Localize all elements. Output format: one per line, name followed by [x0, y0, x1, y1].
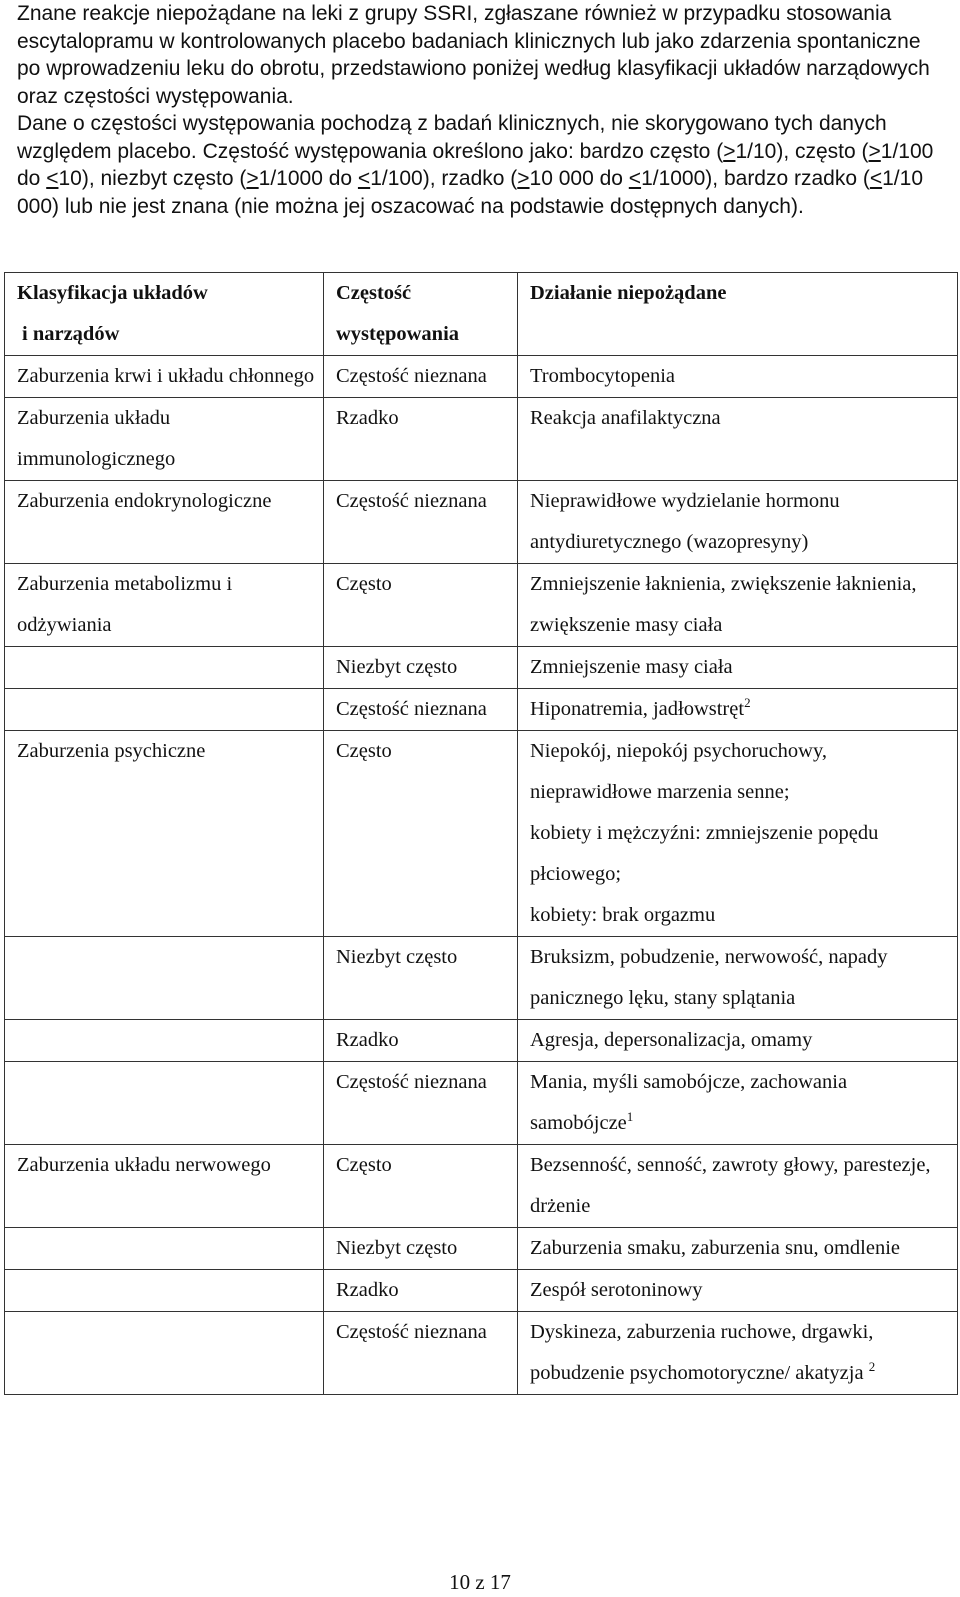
system-cell: Zaburzenia układu nerwowego [5, 1145, 324, 1228]
reaction-cell: Zaburzenia smaku, zaburzenia snu, omdlenie [518, 1228, 958, 1270]
reaction-cell: Bezsenność, senność, zawroty głowy, parestezje, drżenie [518, 1145, 958, 1228]
table-row [5, 1062, 958, 1145]
system-cell: Zaburzenia psychiczne [5, 731, 324, 937]
table-row [5, 398, 958, 481]
reaction-cell: Zmniejszenie masy ciała [518, 647, 958, 689]
footnote-ref: 2 [868, 1359, 876, 1374]
intro-text [17, 0, 942, 220]
intro-paragraph-2: Dane o częstości występowania pochodzą z badań klinicznych, nie skorygowano tych danych względem placebo. Częstość występowania określono jako: bardzo często (>1/10), często (>1/100 do <10), niezbyt często (>1/1000 do <1/100), rzadko (>10 000 do <1/1000), bardzo rzadko (<1/10 000) lub nie jest znana (nie można jej oszacować na podstawie dostępnych danych). [17, 112, 934, 218]
system-cell-continued [5, 1062, 324, 1145]
table-row [5, 564, 958, 647]
table-row [5, 937, 958, 1020]
reaction-cell: Agresja, depersonalizacja, omamy [518, 1020, 958, 1062]
table-row [5, 1270, 958, 1312]
system-cell-continued [5, 937, 324, 1020]
footnote-ref: 2 [744, 695, 751, 710]
system-cell-continued [5, 1228, 324, 1270]
frequency-cell: Często [324, 1145, 518, 1228]
table-row [5, 1145, 958, 1228]
frequency-cell: Niezbyt często [324, 1228, 518, 1270]
reaction-cell: Reakcja anafilaktyczna [518, 398, 958, 481]
system-cell-continued [5, 689, 324, 731]
table-row [5, 1020, 958, 1062]
system-cell-continued [5, 647, 324, 689]
header-frequency: Częstość występowania [324, 273, 518, 356]
frequency-cell: Często [324, 564, 518, 647]
reaction-cell [518, 731, 958, 937]
reaction-cell: Nieprawidłowe wydzielanie hormonu antydiuretycznego (wazopresyny) [518, 481, 958, 564]
reaction-cell: Trombocytopenia [518, 356, 958, 398]
reaction-line: kobiety i mężczyźni: zmniejszenie popędu płciowego; [530, 822, 879, 885]
frequency-cell: Częstość nieznana [324, 356, 518, 398]
system-cell: Zaburzenia krwi i układu chłonnego [5, 356, 324, 398]
frequency-cell: Częstość nieznana [324, 1312, 518, 1395]
table-row [5, 356, 958, 398]
reaction-cell: Zespół serotoninowy [518, 1270, 958, 1312]
reaction-cell: Bruksizm, pobudzenie, nerwowość, napady panicznego lęku, stany splątania [518, 937, 958, 1020]
system-cell: Zaburzenia endokrynologiczne [5, 481, 324, 564]
frequency-cell: Częstość nieznana [324, 1062, 518, 1145]
frequency-cell: Częstość nieznana [324, 481, 518, 564]
table-row [5, 481, 958, 564]
table-row [5, 1312, 958, 1395]
adverse-reactions-table [4, 272, 958, 1395]
system-cell-continued [5, 1020, 324, 1062]
system-cell-continued [5, 1270, 324, 1312]
reaction-cell: Hiponatremia, jadłowstręt$^2$ [518, 689, 958, 731]
table-header-row [5, 273, 958, 356]
system-cell-continued [5, 1312, 324, 1395]
table-row [5, 647, 958, 689]
header-reaction: Działanie niepożądane [518, 273, 958, 356]
frequency-cell: Rzadko [324, 398, 518, 481]
table-row [5, 1228, 958, 1270]
reaction-line: kobiety: brak orgazmu [530, 904, 716, 926]
reaction-line: Niepokój, niepokój psychoruchowy, nieprawidłowe marzenia senne; [530, 740, 828, 803]
system-cell: Zaburzenia metabolizmu i odżywiania [5, 564, 324, 647]
frequency-cell: Często [324, 731, 518, 937]
frequency-cell: Niezbyt często [324, 937, 518, 1020]
frequency-cell: Rzadko [324, 1020, 518, 1062]
reaction-cell: Zmniejszenie łaknienia, zwiększenie łaknienia, zwiększenie masy ciała [518, 564, 958, 647]
footnote-ref: 1 [626, 1109, 634, 1124]
intro-paragraph-1: Znane reakcje niepożądane na leki z grupy SSRI, zgłaszane również w przypadku stosowania escytalopramu w kontrolowanych placebo badaniach klinicznych lub jako zdarzenia spontaniczne po wprowadzeniu leku do obrotu, przedstawiono poniżej według klasyfikacji układów narządowych oraz częstości występowania. [17, 2, 930, 108]
system-cell: Zaburzenia układu immunologicznego [5, 398, 324, 481]
table-row [5, 731, 958, 937]
reaction-cell: Mania, myśli samobójcze, zachowania samobójcze$^1$ [518, 1062, 958, 1145]
page-number: 10 z 17 [449, 1570, 511, 1594]
frequency-cell: Częstość nieznana [324, 689, 518, 731]
reaction-cell: Dyskineza, zaburzenia ruchowe, drgawki, pobudzenie psychomotoryczne/ akatyzja $^2$ [518, 1312, 958, 1395]
header-system: Klasyfikacja układów i narządów [5, 273, 324, 356]
frequency-cell: Niezbyt często [324, 647, 518, 689]
table-row [5, 689, 958, 731]
frequency-cell: Rzadko [324, 1270, 518, 1312]
